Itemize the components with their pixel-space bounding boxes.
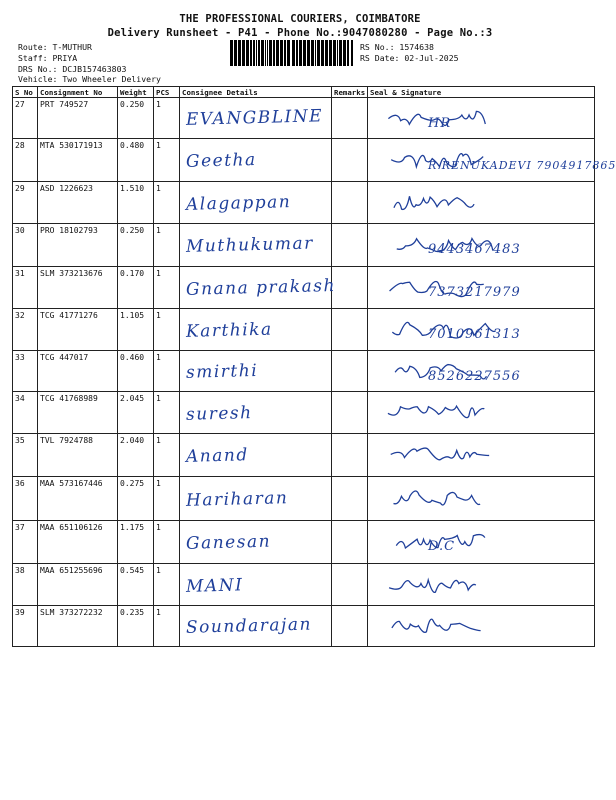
table-row [13, 224, 595, 267]
consignment-number: MAA 651255696 [38, 564, 118, 606]
consignment-number: PRO 18102793 [38, 224, 118, 267]
rs-date: RS Date: 02-Jul-2025 [360, 53, 459, 63]
signature-cell [368, 521, 595, 564]
rs-number: RS No.: 1574638 [360, 42, 434, 52]
remarks-cell [332, 477, 368, 521]
consignee-cell [180, 139, 332, 182]
table-row [13, 139, 595, 182]
company-title: THE PROFESSIONAL COURIERS, COIMBATORE [179, 13, 421, 25]
pcs-value: 1 [154, 606, 180, 647]
signature-scribble [368, 480, 594, 518]
consignment-number: MAA 573167446 [38, 477, 118, 521]
signature-text: 8526227556 [428, 369, 521, 384]
serial-number: 28 [13, 139, 38, 182]
remarks-cell [332, 521, 368, 564]
route-label: Route: T-MUTHUR [18, 42, 92, 52]
remarks-cell [332, 139, 368, 182]
signature-text: R.RENUKADEVI 7904917865 [428, 159, 616, 172]
weight-value: 0.460 [118, 351, 154, 392]
serial-number: 39 [13, 606, 38, 647]
remarks-cell [332, 351, 368, 392]
signature-scribble [368, 394, 594, 432]
consignee-handwritten-name: Gnana prakash [185, 275, 337, 300]
consignee-handwritten-name: Geetha [185, 149, 257, 172]
table-row [13, 477, 595, 521]
table-row [13, 521, 595, 564]
table-header-row [13, 87, 595, 98]
consignee-cell [180, 392, 332, 434]
pcs-value: 1 [154, 224, 180, 267]
serial-number: 34 [13, 392, 38, 434]
consignee-handwritten-name: Karthika [185, 319, 273, 342]
consignee-handwritten-name: MANI [185, 574, 244, 597]
consignee-cell [180, 182, 332, 224]
consignee-cell [180, 309, 332, 351]
consignee-handwritten-name: Soundarajan [185, 614, 313, 638]
pcs-value: 1 [154, 521, 180, 564]
consignment-number: MAA 651106126 [38, 521, 118, 564]
remarks-cell [332, 267, 368, 309]
pcs-value: 1 [154, 267, 180, 309]
signature-scribble [368, 607, 594, 645]
remarks-cell [332, 98, 368, 139]
remarks-cell [332, 182, 368, 224]
remarks-cell [332, 564, 368, 606]
consignee-cell [180, 564, 332, 606]
serial-number: 29 [13, 182, 38, 224]
consignee-cell [180, 224, 332, 267]
consignment-number: SLM 373213676 [38, 267, 118, 309]
signature-cell [368, 309, 595, 351]
signature-cell [368, 477, 595, 521]
consignee-cell [180, 267, 337, 309]
signature-text: 7010961313 [428, 327, 521, 342]
weight-value: 0.275 [118, 477, 154, 521]
col-weight: Weight [118, 87, 154, 98]
serial-number: 30 [13, 224, 38, 267]
remarks-cell [332, 606, 368, 647]
remarks-cell [332, 224, 368, 267]
serial-number: 33 [13, 351, 38, 392]
drs-label: DRS No.: DCJB157463803 [18, 64, 127, 74]
consignee-cell [180, 477, 332, 521]
weight-value: 1.175 [118, 521, 154, 564]
table-row [13, 564, 595, 606]
consignee-handwritten-name: Hariharan [185, 487, 289, 511]
signature-text: 7373217979 [428, 285, 521, 300]
signature-scribble [368, 436, 594, 474]
weight-value: 1.510 [118, 182, 154, 224]
signature-text: 9443467483 [428, 242, 521, 257]
consignment-number: TCG 447017 [38, 351, 118, 392]
remarks-cell [332, 434, 368, 477]
weight-value: 2.040 [118, 434, 154, 477]
consignee-handwritten-name: Anand [185, 445, 249, 467]
signature-scribble [368, 566, 594, 604]
signature-cell [368, 392, 595, 434]
consignee-cell [180, 606, 332, 647]
staff-label: Staff: PRIYA [18, 53, 78, 63]
consignee-handwritten-name: Muthukumar [185, 233, 314, 257]
table-row [13, 309, 595, 351]
consignee-handwritten-name: suresh [185, 402, 253, 425]
col-sno: S No [13, 87, 38, 98]
pcs-value: 1 [154, 98, 180, 139]
table-row [13, 267, 595, 309]
signature-text: D.C [428, 539, 456, 554]
consignment-number: ASD 1226623 [38, 182, 118, 224]
consignment-number: TCG 41771276 [38, 309, 118, 351]
col-remarks: Remarks [332, 87, 368, 98]
signature-text: HR [428, 116, 452, 131]
weight-value: 0.170 [118, 267, 154, 309]
signature-scribble [368, 99, 594, 137]
pcs-value: 1 [154, 182, 180, 224]
signature-cell [368, 98, 595, 139]
serial-number: 31 [13, 267, 38, 309]
consignee-cell [180, 351, 332, 392]
signature-cell [368, 434, 595, 477]
weight-value: 2.045 [118, 392, 154, 434]
weight-value: 1.105 [118, 309, 154, 351]
runsheet-table [12, 86, 616, 647]
signature-cell [368, 224, 595, 267]
consignee-handwritten-name: EVANGBLINE [185, 106, 324, 130]
consignment-number: TVL 7924788 [38, 434, 118, 477]
signature-cell [368, 182, 595, 224]
serial-number: 32 [13, 309, 38, 351]
pcs-value: 1 [154, 392, 180, 434]
weight-value: 0.545 [118, 564, 154, 606]
signature-cell [368, 606, 595, 647]
signature-cell [368, 351, 595, 392]
consignment-number: TCG 41768989 [38, 392, 118, 434]
signature-scribble [368, 184, 594, 222]
runsheet-subtitle: Delivery Runsheet - P41 - Phone No.:9047080280 - Page No.:3 [107, 27, 493, 39]
consignee-cell [180, 521, 332, 564]
consignee-cell [180, 434, 332, 477]
weight-value: 0.235 [118, 606, 154, 647]
consignee-cell [180, 98, 332, 139]
consignment-number: PRT 749527 [38, 98, 118, 139]
signature-cell [368, 267, 595, 309]
pcs-value: 1 [154, 139, 180, 182]
table-row [13, 351, 595, 392]
serial-number: 38 [13, 564, 38, 606]
serial-number: 27 [13, 98, 38, 139]
serial-number: 35 [13, 434, 38, 477]
col-seal: Seal & Signature [368, 87, 595, 98]
consignee-handwritten-name: Alagappan [185, 191, 292, 215]
table-row [13, 606, 595, 647]
col-consignment: Consignment No [38, 87, 118, 98]
signature-scribble [368, 523, 594, 561]
serial-number: 37 [13, 521, 38, 564]
table-row [13, 434, 595, 477]
consignment-number: SLM 373272232 [38, 606, 118, 647]
col-pcs: PCS [154, 87, 180, 98]
pcs-value: 1 [154, 351, 180, 392]
barcode-image [230, 40, 356, 66]
col-consignee: Consignee Details [180, 87, 332, 98]
pcs-value: 1 [154, 564, 180, 606]
table-row [13, 182, 595, 224]
remarks-cell [332, 309, 368, 351]
weight-value: 0.250 [118, 224, 154, 267]
remarks-cell [332, 392, 368, 434]
weight-value: 0.480 [118, 139, 154, 182]
signature-cell [368, 564, 595, 606]
pcs-value: 1 [154, 309, 180, 351]
vehicle-label: Vehicle: Two Wheeler Delivery [18, 74, 161, 84]
table-row [13, 98, 595, 139]
pcs-value: 1 [154, 477, 180, 521]
weight-value: 0.250 [118, 98, 154, 139]
consignment-number: MTA 530171913 [38, 139, 118, 182]
consignee-handwritten-name: Ganesan [185, 531, 272, 554]
pcs-value: 1 [154, 434, 180, 477]
signature-cell [368, 139, 616, 182]
serial-number: 36 [13, 477, 38, 521]
table-row [13, 392, 595, 434]
consignee-handwritten-name: smirthi [185, 360, 259, 383]
